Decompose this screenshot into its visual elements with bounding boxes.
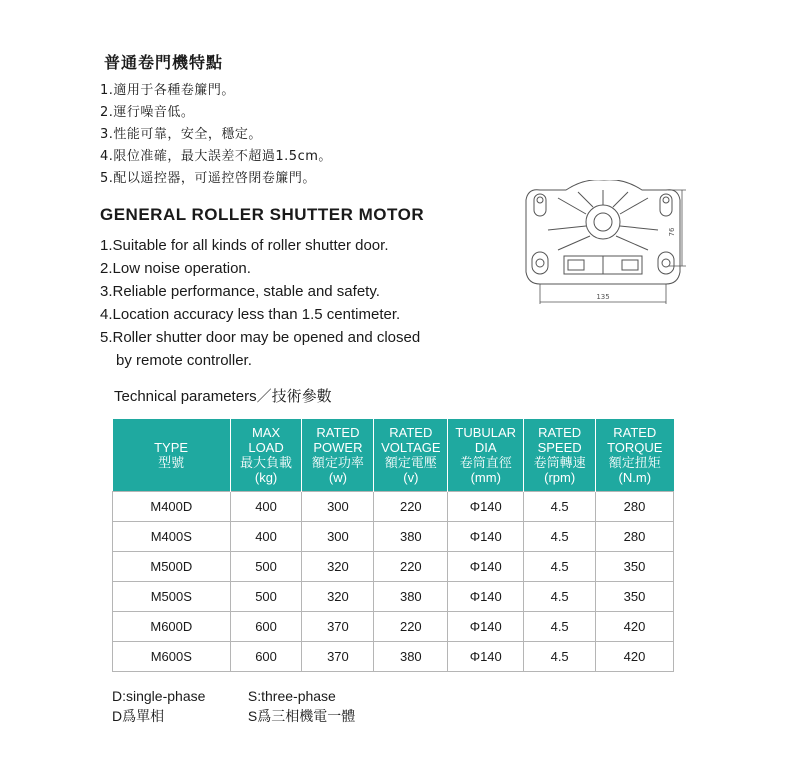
cell-voltage: 220 [374, 492, 448, 522]
cell-type: M500D [113, 552, 231, 582]
cell-dia: Φ140 [448, 552, 524, 582]
header-type: TYPE 型號 [113, 419, 231, 492]
cell-load: 600 [230, 612, 302, 642]
table-row [113, 582, 674, 612]
table-row [113, 492, 674, 522]
table-row [113, 522, 674, 552]
cell-voltage: 220 [374, 552, 448, 582]
cell-voltage: 380 [374, 642, 448, 672]
cell-dia: Φ140 [448, 642, 524, 672]
features-list-en [100, 234, 420, 372]
cell-type: M400D [113, 492, 231, 522]
feature-item-cn: 1.適用于各種卷簾門。 [100, 83, 235, 98]
header-rated-torque: RATED TORQUE 額定扭矩 (N.m) [596, 419, 674, 492]
cell-speed: 4.5 [524, 642, 596, 672]
features-title-cn: 普通卷門機特點 [104, 53, 224, 72]
cell-type: M400S [113, 522, 231, 552]
feature-item-en: 5.Roller shutter door may be opened and closed [100, 329, 421, 346]
cell-dia: Φ140 [448, 522, 524, 552]
cell-speed: 4.5 [524, 522, 596, 552]
note-three-phase-cn: S爲三相機電一體 [247, 708, 356, 724]
cell-power: 370 [302, 642, 374, 672]
cell-power: 300 [302, 492, 374, 522]
header-rated-voltage: RATED VOLTAGE 額定電壓 (v) [374, 419, 448, 492]
cell-torque: 280 [596, 522, 674, 552]
cell-load: 500 [230, 552, 302, 582]
cell-torque: 420 [596, 612, 674, 642]
mounting-hole-bottom-left [536, 259, 544, 267]
feature-item-cn: 4.限位准確，最大誤差不超過1.5cm。 [100, 149, 332, 164]
table-row [113, 612, 674, 642]
cell-speed: 4.5 [524, 552, 596, 582]
header-rated-speed: RATED SPEED 卷筒轉速 (rpm) [524, 419, 596, 492]
features-list-cn [100, 80, 332, 190]
cell-load: 600 [230, 642, 302, 672]
cell-load: 400 [230, 522, 302, 552]
cell-speed: 4.5 [524, 582, 596, 612]
cell-speed: 4.5 [524, 612, 596, 642]
note-single-phase-cn: D爲單相 [112, 708, 165, 724]
cell-power: 320 [302, 552, 374, 582]
cell-type: M500S [113, 582, 231, 612]
dimension-height: 76 [668, 227, 676, 237]
mounting-slot-bottom-left [532, 252, 548, 274]
mounting-slot-bottom-right [658, 252, 674, 274]
cell-power: 300 [302, 522, 374, 552]
mounting-hole-top-left [537, 197, 543, 203]
cell-torque: 420 [596, 642, 674, 672]
feature-item-en: 2.Low noise operation. [100, 260, 251, 277]
cell-load: 400 [230, 492, 302, 522]
cell-dia: Φ140 [448, 582, 524, 612]
dimension-width: 135 [596, 293, 610, 301]
housing-ribs [548, 190, 658, 250]
note-single-phase-en: D:single-phase [112, 688, 206, 704]
cell-speed: 4.5 [524, 492, 596, 522]
header-rated-power: RATED POWER 額定功率 (w) [302, 419, 374, 492]
cell-torque: 350 [596, 582, 674, 612]
table-row [113, 642, 674, 672]
table-caption: Technical parameters／技術參數 [114, 388, 332, 405]
technical-parameters-table [112, 419, 674, 672]
features-title-en: GENERAL ROLLER SHUTTER MOTOR [100, 205, 425, 224]
feature-item-en: 3.Reliable performance, stable and safety. [100, 283, 380, 300]
feature-item-cn: 2.運行噪音低。 [100, 105, 195, 120]
cell-voltage: 380 [374, 582, 448, 612]
table-header-row [113, 419, 674, 492]
central-boss [586, 205, 620, 239]
cell-torque: 280 [596, 492, 674, 522]
cell-torque: 350 [596, 552, 674, 582]
feature-item-cn: 3.性能可靠，安全，穩定。 [100, 127, 262, 142]
feature-item-en: 1.Suitable for all kinds of roller shutter door. [100, 237, 389, 254]
header-tubular-dia: TUBULAR DIA 卷筒直徑 (mm) [448, 419, 524, 492]
note-three-phase-en: S:three-phase [247, 688, 336, 704]
table-row [113, 552, 674, 582]
cell-type: M600D [113, 612, 231, 642]
motor-drawing [518, 180, 688, 308]
header-max-load: MAX LOAD 最大負載 (kg) [230, 419, 302, 492]
feature-item-cn: 5.配以遥控器，可遥控啓閉卷簾門。 [100, 171, 316, 186]
cell-dia: Φ140 [448, 612, 524, 642]
mounting-hole-top-right [663, 197, 669, 203]
cell-power: 320 [302, 582, 374, 612]
cell-power: 370 [302, 612, 374, 642]
cell-dia: Φ140 [448, 492, 524, 522]
cell-voltage: 220 [374, 612, 448, 642]
cell-load: 500 [230, 582, 302, 612]
phase-notes [112, 686, 355, 726]
feature-item-en-continuation: by remote controller. [116, 352, 252, 369]
feature-item-en: 4.Location accuracy less than 1.5 centimeter. [100, 306, 401, 323]
cell-type: M600S [113, 642, 231, 672]
cell-voltage: 380 [374, 522, 448, 552]
